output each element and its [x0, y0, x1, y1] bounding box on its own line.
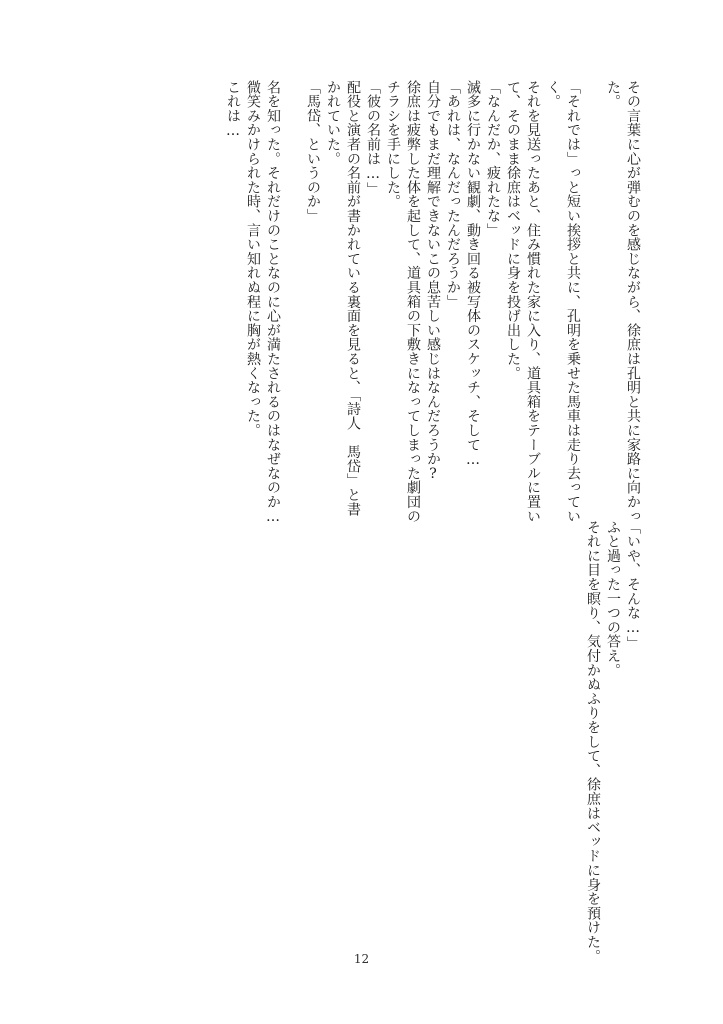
text-line: チラシを手にした。 [385, 80, 401, 209]
text-line: 徐庶は疲弊した体を起して、道具箱の下敷きになってしまった劇団の [405, 80, 421, 524]
text-line: 「いや、そんな…」 [625, 520, 641, 651]
text-block-upper [223, 80, 643, 526]
text-line: それを見送ったあと、住み慣れた家に入り、道具箱をテーブルに置い [525, 80, 541, 524]
text-line: 配役と演者の名前が書かれている裏面を見ると、「詩人 馬岱」と書 [345, 80, 361, 517]
text-line: それに目を瞑り、気付かぬふりをして、徐庶はベッドに身を預けた。 [585, 520, 601, 964]
text-line: 「彼の名前は…」 [365, 80, 381, 197]
text-line: かれていた。 [325, 80, 341, 166]
text-line: 微笑みかけられた時、言い知れぬ程に胸が熱くなった。 [245, 80, 261, 438]
text-line: 名を知った。それだけのことなのに心が満たされるのはなぜなのか… [265, 80, 281, 526]
text-line: く。 [545, 80, 561, 109]
text-line: た。 [605, 80, 621, 109]
text-line: その言葉に心が弾むのを感じながら、徐庶は孔明と共に家路に向かっ [625, 80, 641, 524]
text-line: 「あれは、なんだったんだろうか」 [445, 80, 461, 309]
text-line: 「それでは」っと短い挨拶と共に、孔明を乗せた馬車は走り去ってい [565, 80, 581, 524]
blank-line [583, 80, 603, 510]
page-number: 12 [353, 952, 370, 966]
blank-line [283, 80, 303, 510]
text-line: ふと過った一つの答え。 [605, 520, 621, 678]
text-line: て、そのまま徐庶はベッドに身を投げ出した。 [505, 80, 521, 381]
text-line: 滅多に行かない観劇、動き回る被写体のスケッチ、そして… [465, 80, 481, 469]
text-line: 「なんだか、疲れたな」 [485, 80, 501, 238]
text-block-lower [583, 520, 643, 964]
text-line: これは… [225, 80, 241, 140]
text-line: 「馬岱、というのか」 [305, 80, 321, 223]
text-line: 自分でもまだ理解できないこの息苦しい感じはなんだろうか? [425, 80, 441, 483]
